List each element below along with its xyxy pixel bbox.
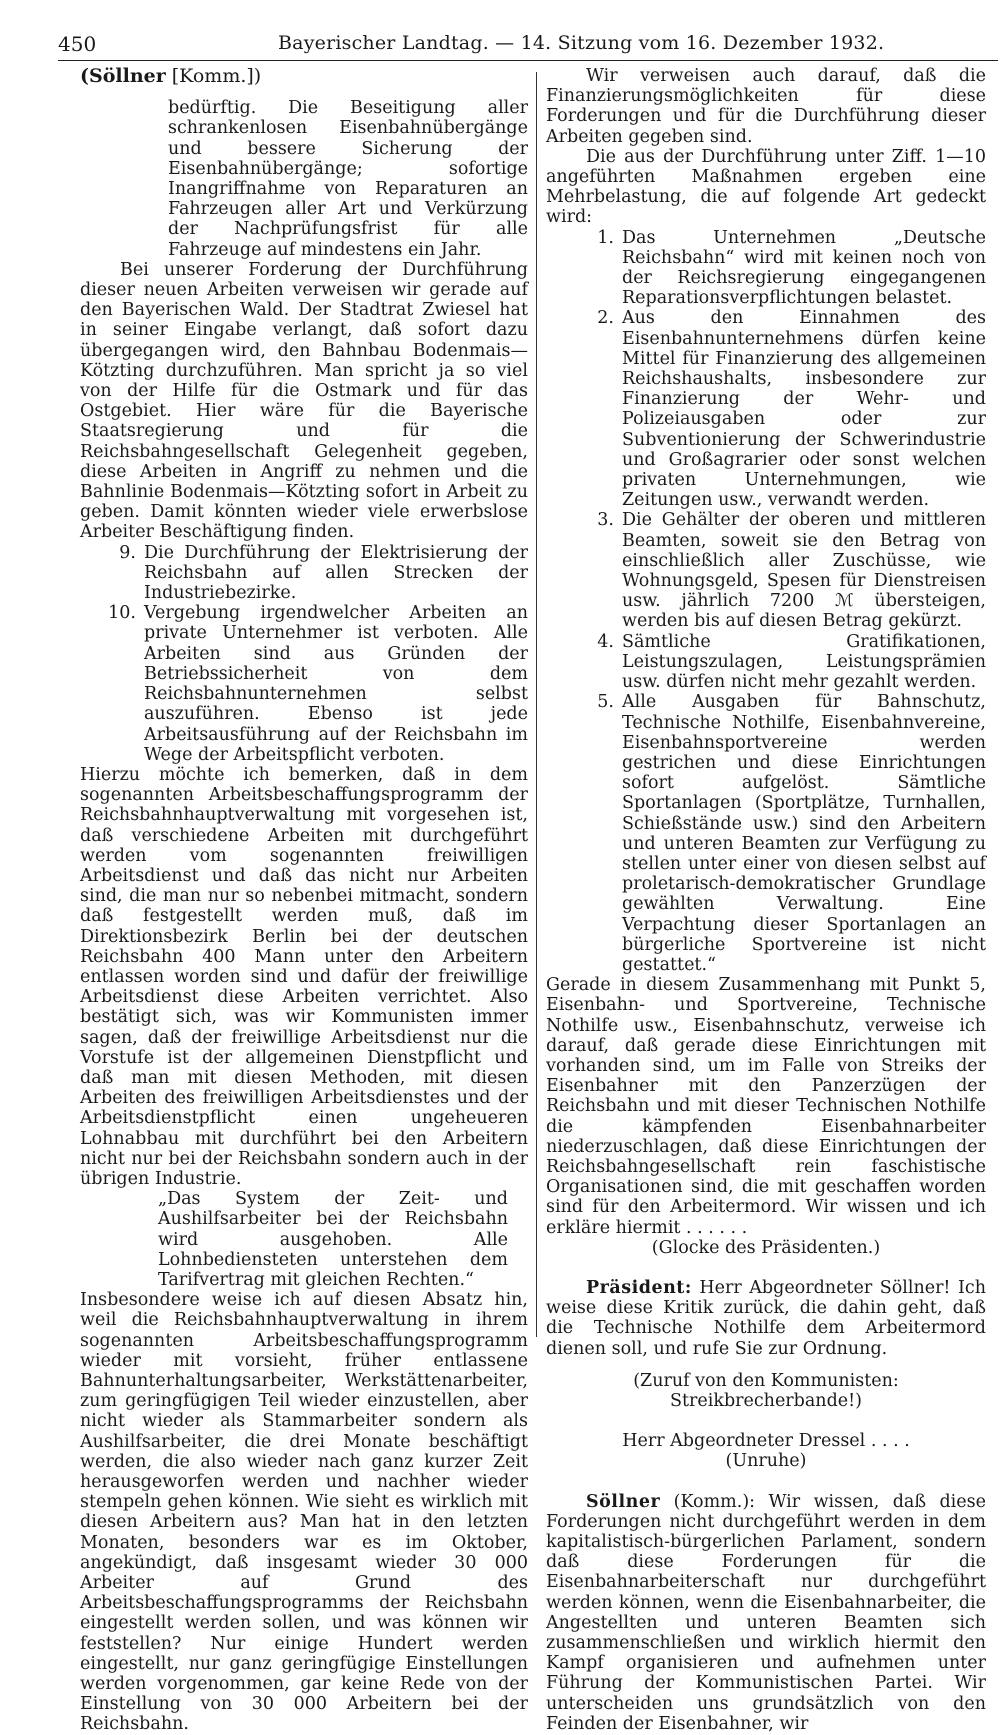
list-item — [80, 543, 528, 604]
paragraph: Wir verweisen auch darauf, daß die Finanzierungsmöglichkeiten für diese Forderungen und für die Durchführung dieser Arbeiten gegeben sind. — [546, 66, 986, 147]
column-divider — [536, 72, 537, 1337]
list-item-number: 10. — [108, 603, 136, 624]
list-item — [546, 632, 986, 693]
interjection: (Zuruf von den Kommunisten: Streikbrecherbande!) — [633, 1370, 899, 1411]
list-item-text: Das Unternehmen „Deutsche Reichsbahn“ wird mit keinen noch von der Reichsregierung eingegangenen Reparationsverpflichtungen belastet. — [622, 227, 986, 309]
running-head: Bayerischer Landtag. — 14. Sitzung vom 16. Dezember 1932. — [278, 32, 885, 54]
list-item-number: 9. — [119, 542, 136, 563]
list-item — [546, 308, 986, 510]
paragraph: Gerade in diesem Zusammenhang mit Punkt 5, Eisenbahn- und Sportvereine, Technische Nothilfe usw., Eisenbahnschutz, verweise ich darauf, daß gerade diese Einrichtungen mit vorhanden sind, um im Falle von Streiks der Eisenbahner mit den Panzerzügen der Reichsbahn und mit dieser Technischen Nothilfe die kämpfenden Eisenbahnarbeiter niederzuschlagen, daß diese Einrichtungen der Reichsbahngesellschaft rein faschistische Organisationen sind, die mit geschaffen worden sind für den Arbeitermord. Wir wissen und ich erkläre hiermit . . . . . . — [546, 975, 986, 1238]
list-item-number: 5. — [597, 692, 614, 713]
list-item-number: 2. — [597, 308, 614, 329]
paragraph: Insbesondere weise ich auf diesen Absatz hin, weil die Reichsbahnhauptverwaltung in ihrem sogenannten Arbeitsbeschaffungsprogramm wieder mit vorsieht, früher entlassene Bahnunterhaltungsarbeiter, Werkstättenarbeiter, zum geringfügigen Teil wieder einzustellen, aber nicht wieder als Stammarbeiter sondern als Aushilfsarbeiter, die drei Monate beschäftigt werden, die also wieder nach ganz kurzer Zeit herausgeworfen werden und nachher wieder stempeln gehen können. Wie sieht es wirklich mit diesen Arbeitern aus? Man hat in den letzten Monaten, besonders war es im Oktober, angekündigt, daß insgesamt wieder 30 000 Arbeiter auf Grund des Arbeitsbeschaffungsprogramms der Reichsbahn eingestellt werden sollen, und was können wir feststellen? Nur einige Hundert werden eingestellt, nur ganz geringfügige Einstellungen werden vorgenommen, gar keine Rede von der Einstellung von 30 000 Arbeitern bei der Reichsbahn. — [80, 1290, 528, 1735]
list-item-number: 3. — [597, 510, 614, 531]
president-text: Herr Abgeordneter Söllner! Ich weise diese Kritik zurück, die dahin geht, daß die Technische Nothilfe dem Arbeitermord dienen soll, und rufe Sie zur Ordnung. — [546, 1277, 986, 1359]
list-item-text: Die Durchführung der Elektrisierung der Reichsbahn auf allen Strecken der Industriebezirke. — [144, 542, 528, 604]
paragraph: Bei unserer Forderung der Durchführung dieser neuen Arbeiten verweisen wir gerade auf den Bayerischen Wald. Der Stadtrat Zwiesel hat in seiner Eingabe verlangt, daß sofort dazu übergegangen wird, den Bahnbau Bodenmais—Kötzting durchzuführen. Man spricht ja so viel von der Hilfe für die Ostmark und für das Ostgebiet. Hier wäre für die Bayerische Staatsregierung und für die Reichsbahngesellschaft Gelegenheit gegeben, diese Arbeiten in Angriff zu nehmen und die Bahnlinie Bodenmais—Kötzting sofort in Arbeit zu geben. Damit könnten wieder viele erwerbslose Arbeiter Beschäftigung finden. — [80, 259, 528, 543]
list-item-text: Die Gehälter der oberen und mittleren Beamten, soweit sie den Betrag von einschließlich aller Zuschüsse, wie Wohnungsgeld, Spesen für Dienstreisen usw. jährlich 7200 ℳ übersteigen, werden bis auf diesen Betrag gekürzt. — [622, 510, 986, 632]
intro-paragraph: bedürftig. Die Beseitigung aller schrankenlosen Eisenbahnübergänge und bessere Sicherung der Eisenbahnübergänge; sofortige Inangriffnahme von Reparaturen an Fahrzeugen aller Art und Verkürzung der Nachprüfungsfrist für alle Fahrzeuge auf mindestens ein Jahr. — [168, 98, 528, 260]
left-column — [80, 65, 528, 1735]
paragraph: Hierzu möchte ich bemerken, daß in dem sogenannten Arbeitsbeschaffungsprogramm der Reichsbahnhauptverwaltung mit vorgesehen ist, daß verschiedene Arbeiten mit durchgeführt werden vom sogenannten freiwilligen Arbeitsdienst und daß das nicht nur Arbeiten sind, die man nur so nebenbei mitmacht, sondern daß festgestellt werden muß, daß im Direktionsbezirk Berlin bei der deutschen Reichsbahn 400 Mann unter den Arbeitern entlassen worden sind und dafür der freiwillige Arbeitsdienst diese Arbeiten verrichtet. Also bestätigt sich, was wir Kommunisten immer sagen, daß der freiwillige Arbeitsdienst nur die Vorstufe ist der allgemeinen Dienstpflicht und daß man mit diesen Methoden, mit diesen Arbeiten des freiwilligen Arbeitsdienstes und der Arbeitsdienstpflicht einen ungeheueren Lohnabbau mit durchführt bei den Arbeitern nicht nur bei der Reichsbahn sondern auch in der übrigen Industrie. — [80, 764, 528, 1189]
list-item — [546, 510, 986, 631]
block-quote: „Das System der Zeit- und Aushilfsarbeiter bei der Reichsbahn wird ausgehoben. Alle Lohnbediensteten unterstehen dem Tarifvertrag mit gleichen Rechten.“ — [158, 1189, 508, 1290]
list-item-number: 4. — [597, 631, 614, 652]
list-item-text: Aus den Einnahmen des Eisenbahnunternehmens dürfen keine Mittel für Finanzierung des allgemeinen Reichshaushalts, insbesondere zur Finanzierung der Wehr- und Polizeiausgaben oder zur Subventionierung der Schwerindustrie und Großagrarier oder sonst welchen privaten Unternehmungen, wie Zeitungen usw., verwandt werden. — [622, 308, 986, 511]
stage-direction: (Unruhe) — [725, 1451, 807, 1472]
speaker-name: (Söllner — [80, 65, 166, 87]
paragraph: Die aus der Durchführung unter Ziff. 1—10 angeführten Maßnahmen ergeben eine Mehrbelastung, die auf folgende Art gedeckt wird: — [546, 146, 986, 228]
list-item — [80, 603, 528, 765]
president-remark — [546, 1278, 986, 1359]
list-item-text: Sämtliche Gratifikationen, Leistungszulagen, Leistungsprämien usw. dürfen nicht mehr gezahlt werden. — [622, 631, 986, 693]
president-name: Präsident: — [586, 1277, 692, 1298]
speaker-text: Wir wissen, daß diese Forderungen nicht durchgeführt werden in dem kapitalistisch-bürgerlichen Parlament, sondern daß diese Forderungen für die Eisenbahnarbeiterschaft nur durchgeführt werden können, wenn die Eisenbahnarbeiter, die Angestellten und unteren Beamten sich zusammenschließen und wirklich hiermit den Kampf organisieren und aufnehmen unter Führung der Kommunistischen Partei. Wir unterscheiden uns grundsätzlich von den Feinden der Eisenbahner, wir — [546, 1491, 986, 1734]
stage-direction: (Glocke des Präsidenten.) — [651, 1237, 881, 1258]
speaker-party: [Komm.]) — [165, 65, 262, 87]
list-item — [546, 228, 986, 309]
speaker-name: Söllner — [586, 1491, 661, 1512]
list-item-text: Alle Ausgaben für Bahnschutz, Technische Nothilfe, Eisenbahnvereine, Eisenbahnsportvereine werden gestrichen und diese Einrichtungen sofort aufgelöst. Sämtliche Sportanlagen (Sportplätze, Turnhallen, Schießstände usw.) sind den Arbeitern und unteren Beamten zur Verfügung zu stellen unter einer von diesen selbst auf proletarisch-demokratischer Grundlage gewählten Verwaltung. Eine Verpachtung dieser Sportanlagen an bürgerliche Sportvereine ist nicht gestattet.“ — [622, 692, 986, 975]
list-item-text: Vergebung irgendwelcher Arbeiten an private Unternehmer ist verboten. Alle Arbeiten sind aus Gründen der Betriebssicherheit von dem Reichsbahnunternehmen selbst auszuführen. Ebenso ist jede Arbeitsausführung auf der Reichsbahn im Wege der Arbeitspflicht verboten. — [144, 603, 528, 765]
page-number: 450 — [58, 32, 97, 56]
page-header — [58, 30, 998, 61]
list-item — [546, 692, 986, 975]
list-item-number: 1. — [597, 227, 614, 248]
speaker-party: (Komm.): — [660, 1491, 756, 1512]
right-column — [546, 66, 986, 1734]
speaker-call: Herr Abgeordneter Dressel . . . . — [622, 1431, 910, 1452]
speaker-tag — [80, 66, 528, 86]
speaker-remark — [546, 1492, 986, 1734]
